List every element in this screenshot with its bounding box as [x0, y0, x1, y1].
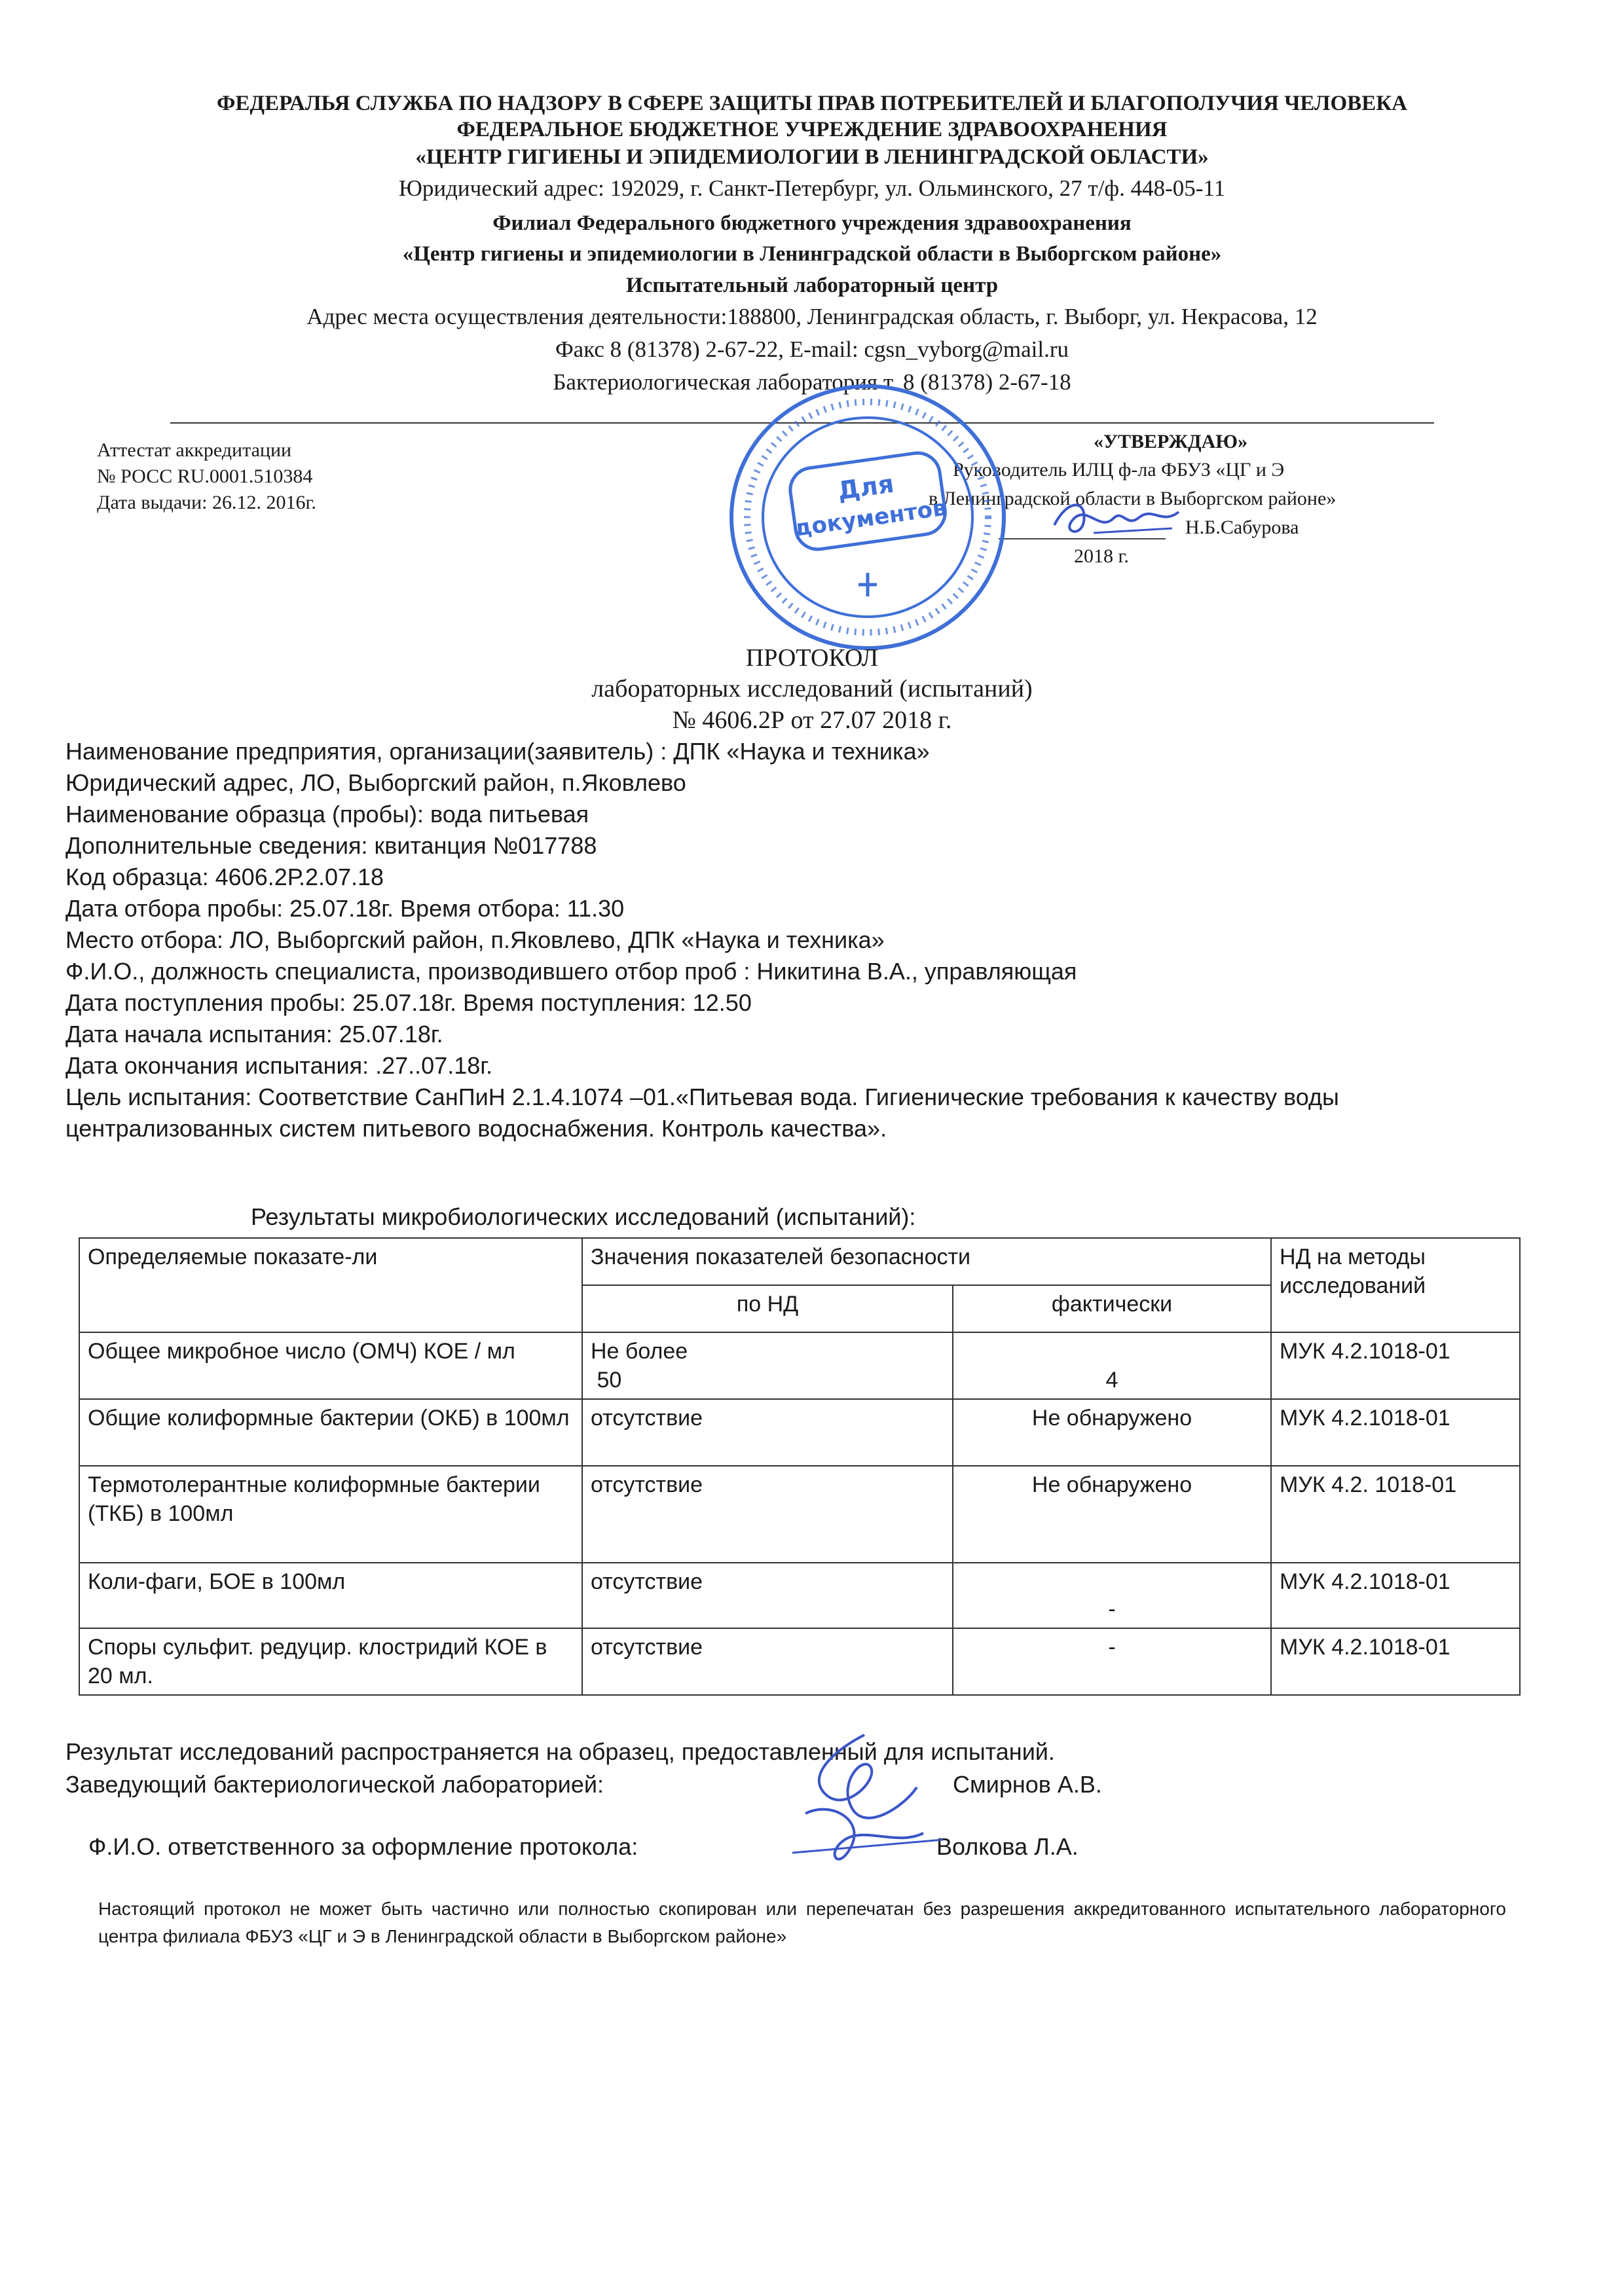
results-caption: Результаты микробиологических исследований (испытаний): [251, 1203, 916, 1230]
header-institution: ФЕДЕРАЛЬНОЕ БЮДЖЕТНОЕ УЧРЕЖДЕНИЕ ЗДРАВООХРАНЕНИЯ [456, 118, 1168, 141]
header-activity-address: Адрес места осуществления деятельности:188800, Ленинградская область, г. Выборг, ул. Некрасова, 12 [306, 304, 1318, 329]
table-header-row [79, 1238, 1520, 1285]
head-signature [766, 1722, 956, 1886]
cell-method: МУК 4.2.1018-01 [1271, 1563, 1520, 1628]
cell-norm-line-1: Не более [591, 1339, 688, 1364]
cell-norm: отсутствие [582, 1399, 953, 1466]
footer-head-label: Заведующий бактериологической лабораторией: [65, 1771, 604, 1798]
field-sampler: Ф.И.О., должность специалиста, производившего отбор проб : Никитина В.А., управляющая [65, 958, 1077, 985]
header-indicator: Определяемые показате-ли [79, 1238, 582, 1332]
header-branch-2: «Центр гигиены и эпидемиологии в Ленинградской области в Выборгском районе» [402, 242, 1222, 266]
round-stamp [724, 376, 1012, 658]
field-test-end: Дата окончания испытания: .27..07.18г. [65, 1052, 493, 1079]
cell-actual: Не обнаружено [953, 1399, 1271, 1466]
cell-indicator: Коли-фаги, БОЕ в 100мл [79, 1563, 582, 1628]
footer-notice: Настоящий протокол не может быть частично или полностью скопирован или перепечатан без разрешения аккредитованного испытательного лабораторного центра филиала ФБУЗ «ЦГ и Э в Ленинградской области в Выборгском районе» [98, 1899, 1506, 1946]
results-table [79, 1237, 1521, 1696]
header-values: Значения показателей безопасности [582, 1238, 1271, 1285]
cell-method: МУК 4.2.1018-01 [1271, 1332, 1520, 1399]
cell-actual: - [953, 1628, 1271, 1695]
field-sampling-place: Место отбора: ЛО, Выборгский район, п.Яковлево, ДПК «Наука и техника» [65, 926, 885, 953]
approval-line-1: Руководитель ИЛЦ ф-ла ФБУЗ «ЦГ и Э [953, 459, 1285, 481]
field-legal-address: Юридический адрес, ЛО, Выборгский район, п.Яковлево [65, 769, 686, 796]
cell-norm [582, 1332, 953, 1399]
field-purpose-2: централизованных систем питьевого водоснабжения. Контроль качества». [65, 1115, 887, 1142]
accreditation-label: Аттестат аккредитации [97, 439, 292, 461]
approval-year: 2018 г. [1074, 545, 1129, 567]
approval-signature [1048, 492, 1198, 545]
footer-resp-name: Волкова Л.А. [936, 1833, 1079, 1860]
accreditation-date: Дата выдачи: 26.12. 2016г. [97, 492, 316, 513]
field-receipt-date: Дата поступления пробы: 25.07.18г. Время поступления: 12.50 [65, 989, 752, 1016]
field-extra-info: Дополнительные сведения: квитанция №017788 [65, 832, 597, 859]
cell-norm: отсутствие [582, 1563, 953, 1628]
table-row [79, 1399, 1520, 1466]
field-test-start: Дата начала испытания: 25.07.18г. [65, 1021, 443, 1048]
cell-indicator: Общее микробное число (ОМЧ) КОЕ / мл [79, 1332, 582, 1399]
approval-line-2: в Ленинградской области в Выборгском районе» [929, 488, 1337, 509]
protocol-title: ПРОТОКОЛ [745, 644, 879, 672]
field-sample-code: Код образца: 4606.2Р.2.07.18 [65, 864, 384, 890]
cell-actual: 4 [953, 1332, 1271, 1399]
header-agency: ФЕДЕРАЛЬЯ СЛУЖБА ПО НАДЗОРУ В СФЕРЕ ЗАЩИТЫ ПРАВ ПОТРЕБИТЕЛЕЙ И БЛАГОПОЛУЧИЯ ЧЕЛОВЕКА [217, 92, 1407, 115]
cell-actual: - [953, 1563, 1271, 1628]
field-purpose-1: Цель испытания: Соответствие СанПиН 2.1.4.1074 –01.«Питьевая вода. Гигиенические требования к качеству воды [65, 1084, 1339, 1110]
header-legal-address: Юридический адрес: 192029, г. Санкт-Петербург, ул. Ольминского, 27 т/ф. 448-05-11 [398, 175, 1226, 201]
footer-head-name: Смирнов А.В. [953, 1771, 1102, 1798]
header-branch-1: Филиал Федерального бюджетного учреждения здравоохранения [492, 211, 1132, 235]
field-sampling-date: Дата отбора пробы: 25.07.18г. Время отбора: 11.30 [65, 895, 625, 922]
cell-norm: отсутствие [582, 1628, 953, 1695]
cell-actual: Не обнаружено [953, 1466, 1271, 1563]
cell-indicator: Общие колиформные бактерии (ОКБ) в 100мл [79, 1399, 582, 1466]
approval-name: Н.Б.Сабурова [1185, 517, 1299, 538]
header-lab-center: Испытательный лабораторный центр [625, 274, 999, 297]
cell-indicator: Термотолерантные колиформные бактерии (ТКБ) в 100мл [79, 1466, 582, 1563]
approval-title: «УТВЕРЖДАЮ» [1094, 431, 1248, 452]
table-row [79, 1628, 1520, 1695]
footer-scope: Результат исследований распространяется на образец, предоставленный для испытаний. [65, 1738, 1055, 1765]
cell-indicator: Споры сульфит. редуцир. клостридий КОЕ в 20 мл. [79, 1628, 582, 1695]
header-fax-email: Факс 8 (81378) 2-67-22, E-mail: cgsn_vyborg@mail.ru [555, 337, 1069, 362]
stamp-center-line-1: Для [836, 469, 896, 505]
stamp-center-line-2: документов [792, 494, 948, 542]
table-row [79, 1332, 1520, 1399]
table-row [79, 1563, 1520, 1628]
table-row [79, 1466, 1520, 1563]
header-methods: НД на методы исследований [1271, 1238, 1520, 1332]
footer-resp-label: Ф.И.О. ответственного за оформление протокола: [88, 1833, 638, 1860]
cell-norm: отсутствие [582, 1466, 953, 1563]
accreditation-block [97, 437, 316, 516]
header-actual: фактически [953, 1285, 1271, 1332]
header-bact-lab: Бактериологическая лаборатория т. 8 (81378) 2-67-18 [553, 369, 1071, 395]
accreditation-number: № РОСС RU.0001.510384 [97, 465, 313, 487]
cell-method: МУК 4.2.1018-01 [1271, 1399, 1520, 1466]
protocol-subtitle: лабораторных исследований (испытаний) [591, 675, 1033, 702]
cell-norm-line-2: 50 [591, 1368, 622, 1393]
field-applicant: Наименование предприятия, организации(заявитель) : ДПК «Наука и техника» [65, 738, 930, 765]
header-center-name: «ЦЕНТР ГИГИЕНЫ И ЭПИДЕМИОЛОГИИ В ЛЕНИНГРАДСКОЙ ОБЛАСТИ» [415, 145, 1209, 169]
cell-method: МУК 4.2.1018-01 [1271, 1628, 1520, 1695]
protocol-number: № 4606.2Р от 27.07 2018 г. [672, 706, 952, 734]
cell-method: МУК 4.2. 1018-01 [1271, 1466, 1520, 1563]
field-sample-name: Наименование образца (пробы): вода питьевая [65, 801, 589, 828]
header-by-nd: по НД [582, 1285, 953, 1332]
